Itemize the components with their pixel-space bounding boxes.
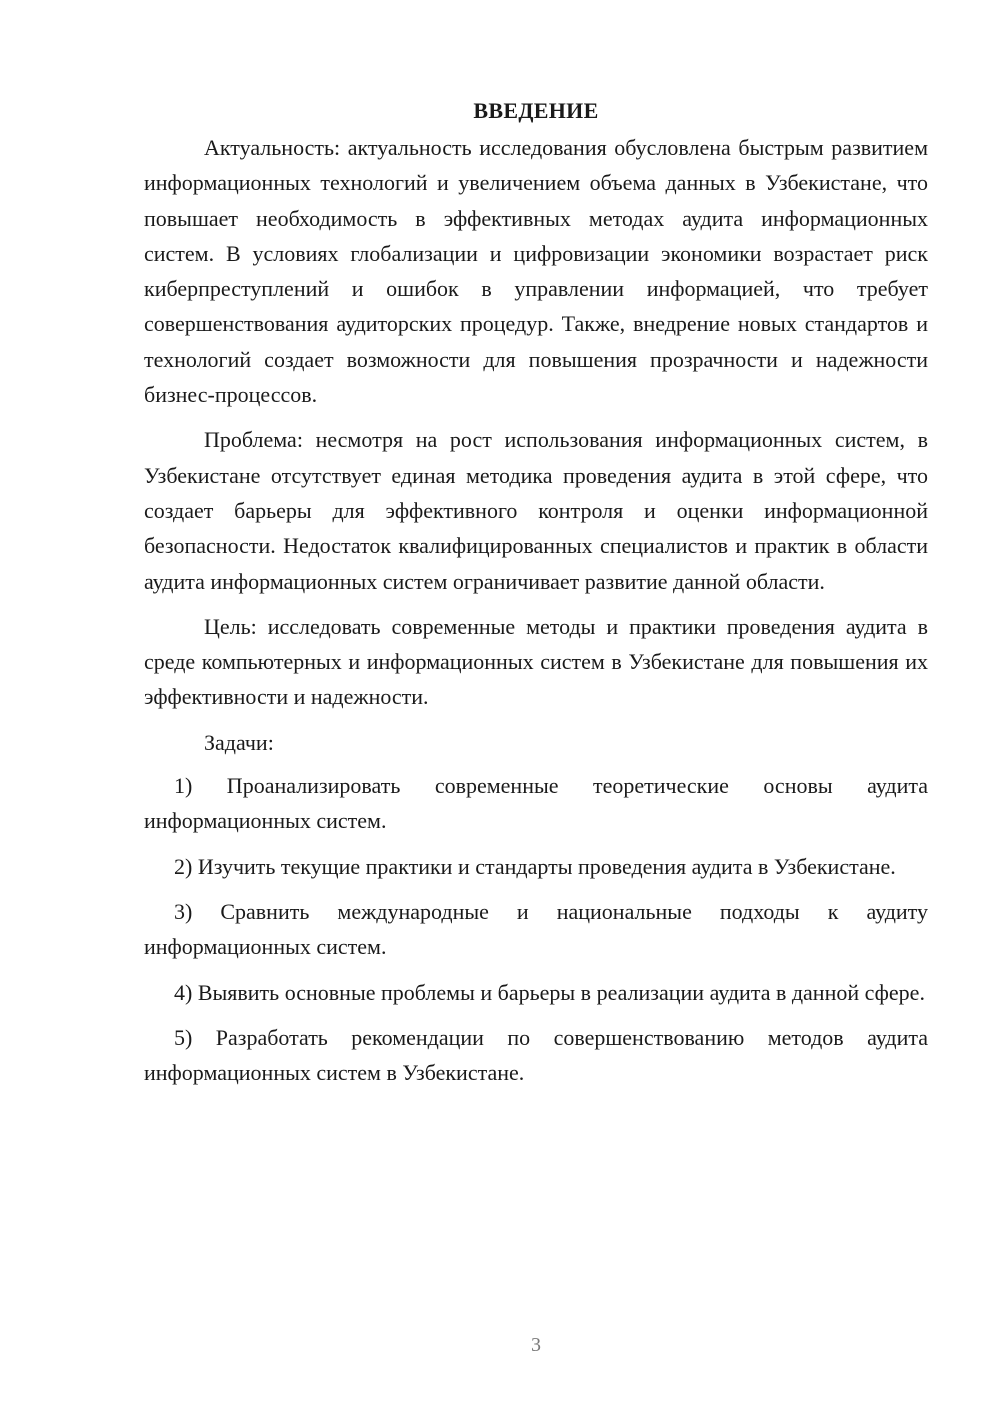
task-item: 2) Изучить текущие практики и стандарты проведения аудита в Узбекистане. <box>174 853 896 879</box>
paragraph-relevance: Актуальность: актуальность исследования обусловлена быстрым развитием информационных технологий и увеличением объема данных в Узбекистане, что повышает необходимость в эффективных методах аудита информационных систем. В условиях глобализации и цифровизации экономики возрастает риск киберпреступлений и ошибок в управлении информацией, что требует совершенствования аудиторских процедур. Также, внедрение новых стандартов и технологий создает возможности для повышения прозрачности и надежности бизнес-процессов. <box>144 135 928 408</box>
task-item: 5) Разработать рекомендации по совершенствованию методов аудита информационных систем в Узбекистане. <box>144 1024 928 1086</box>
task-item: 3) Сравнить международные и национальные подходы к аудиту информационных систем. <box>144 898 928 960</box>
tasks-label: Задачи: <box>204 729 274 755</box>
page-number: 3 <box>531 1334 541 1356</box>
task-item: 1) Проанализировать современные теоретические основы аудита информационных систем. <box>144 773 928 834</box>
paragraph-goal: Цель: исследовать современные методы и практики проведения аудита в среде компьютерных и информационных систем в Узбекистане для повышения их эффективности и надежности. <box>144 613 928 710</box>
paragraph-problem: Проблема: несмотря на рост использования информационных систем, в Узбекистане отсутствует единая методика проведения аудита в этой сфере, что создает барьеры для эффективного контроля и оценки информационной безопасности. Недостаток квалифицированных специалистов и практик в области аудита информационных систем ограничивает развитие данной области. <box>144 427 928 594</box>
section-title: ВВЕДЕНИЕ <box>473 98 599 123</box>
document-page <box>144 96 928 1100</box>
task-item: 4) Выявить основные проблемы и барьеры в реализации аудита в данной сфере. <box>174 979 925 1005</box>
